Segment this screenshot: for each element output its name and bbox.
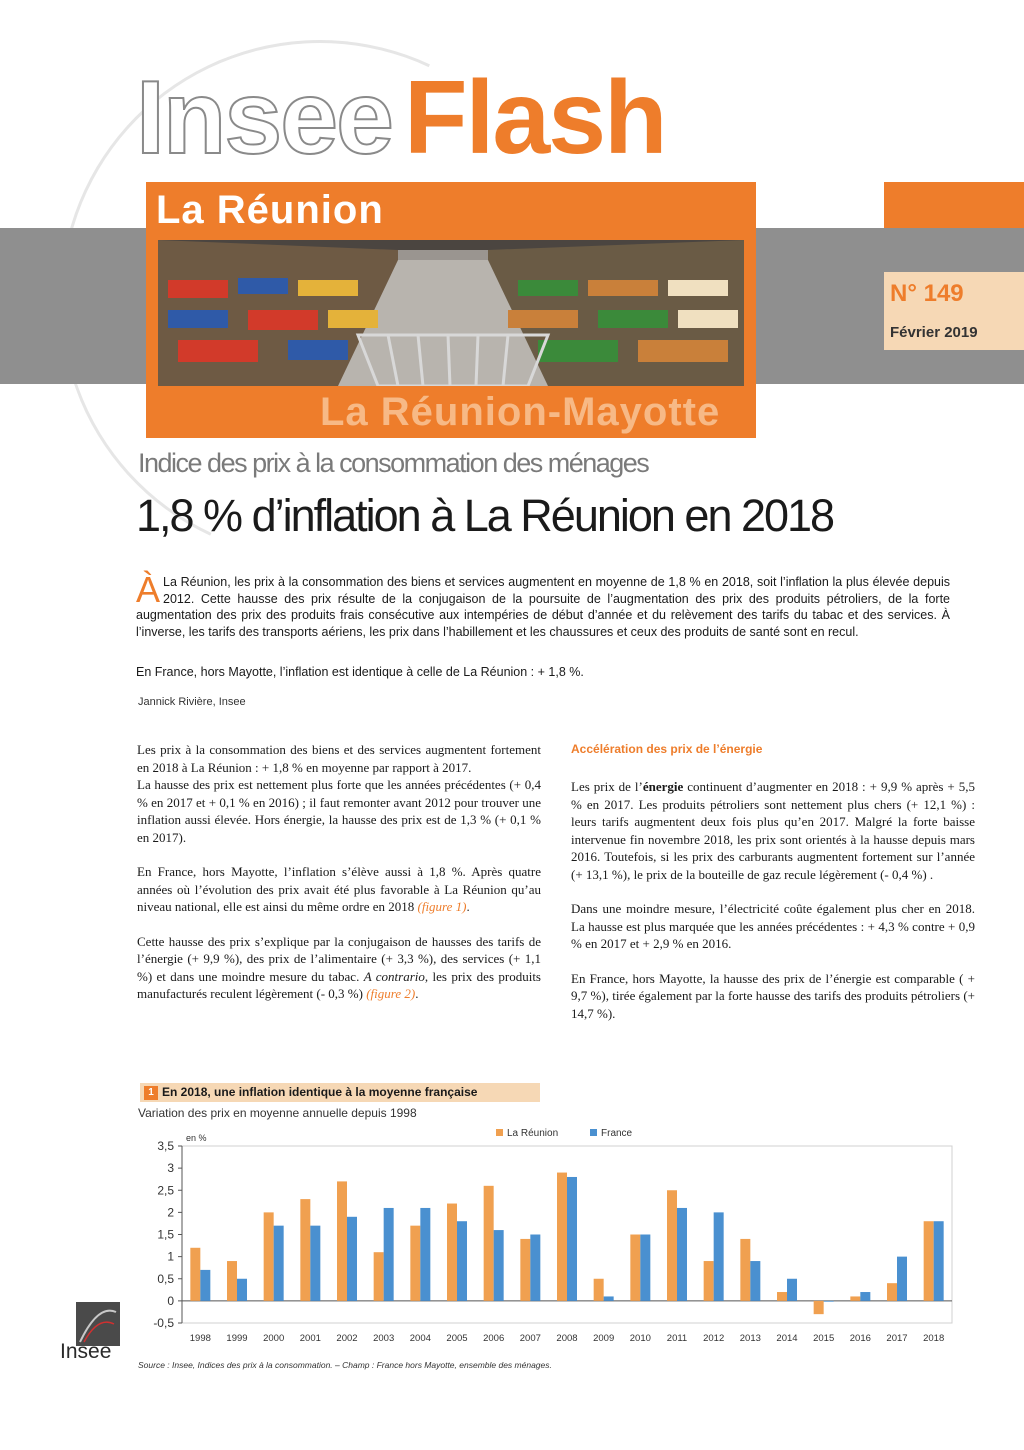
sub-region-label: La Réunion-Mayotte	[320, 390, 721, 434]
bar-france-2003	[384, 1208, 394, 1301]
x-tick-label: 2004	[409, 1333, 431, 1344]
figure-title-text: En 2018, une inflation identique à la moyenne française	[162, 1085, 478, 1099]
bar-france-2011	[677, 1208, 687, 1301]
bar-reunion-1998	[190, 1248, 200, 1301]
figure-1-link[interactable]: (figure 1)	[417, 899, 467, 914]
headline: 1,8 % d’inflation à La Réunion en 2018	[136, 490, 834, 541]
section-heading-energy: Accélération des prix de l’énergie	[571, 742, 763, 756]
bar-france-2001	[310, 1226, 320, 1301]
left-paragraph-1: Les prix à la consommation des biens et des services augmentent fortement en 2018 à La Réunion : + 1,8 % en moyenne par rapport à 2017. La hausse des prix est nettement plus forte que les années précédentes (+ 0,4 % en 2017 et + 0,1 % en 2016) ; il faut remonter avant 2012 pour trouver une inflation aussi élevée. Hors énergie, la hausse des prix est de 1,3 % (+ 0,1 % en 2017).	[137, 742, 541, 845]
bar-reunion-2013	[740, 1239, 750, 1301]
bar-reunion-2001	[300, 1199, 310, 1301]
right-paragraph-2: Dans une moindre mesure, l’électricité coûte également plus cher en 2018. La hausse est plus marquée que les années précédentes : + 4,3 % contre + 0,9 % en 2017 et + 2,9 % en 2016.	[571, 901, 975, 951]
brand-insee: Insee	[136, 60, 392, 176]
legend-swatch	[496, 1129, 503, 1136]
bar-reunion-2011	[667, 1190, 677, 1301]
x-tick-label: 2003	[373, 1333, 395, 1344]
bar-france-2006	[494, 1230, 504, 1301]
bar-reunion-2005	[447, 1204, 457, 1301]
y-tick-label: 1	[167, 1249, 174, 1264]
bar-reunion-2004	[410, 1226, 420, 1301]
right-paragraph-1: Les prix de l’énergie continuent d’augmenter en 2018 : + 9,9 % après + 5,5 % en 2017. Les produits pétroliers sont nettement plus chers (+ 12,1 %) : leurs tarifs augmentent deux fois plus qu’en 2017. Malgré la forte baisse intervenue fin novembre 2018, les prix sont orientés à la hausse depuis mars 2016. Toutefois, si les prix des carburants augmentent fortement sur l’année (+ 13,1 %), le prix de la bouteille de gaz recule légèrement (- 0,4 %) .	[571, 779, 975, 882]
y-tick-label: -0,5	[153, 1316, 174, 1330]
kicker-title: Indice des prix à la consommation des ménages	[138, 448, 649, 478]
x-tick-label: 2012	[703, 1333, 725, 1344]
supermarket-photo	[158, 240, 744, 386]
bar-france-2005	[457, 1221, 467, 1301]
figure-source: Source : Insee, Indices des prix à la consommation. – Champ : France hors Mayotte, ensemble des ménages.	[138, 1360, 552, 1370]
x-tick-label: 2008	[556, 1333, 578, 1344]
x-tick-label: 2013	[739, 1333, 761, 1344]
figure-2-link[interactable]: (figure 2)	[366, 986, 416, 1001]
bar-france-2007	[530, 1235, 540, 1301]
left-paragraph-2: En France, hors Mayotte, l’inflation s’élève aussi à 1,8 %. Après quatre années où l’évolution des prix avait été plus favorable à La Réunion qu’au niveau national, elle est ainsi du même ordre en 2018 (figure 1).	[137, 864, 541, 914]
bar-reunion-2006	[484, 1186, 494, 1301]
x-tick-label: 1999	[226, 1333, 248, 1344]
figure-number: 1	[144, 1086, 158, 1100]
bar-france-2002	[347, 1217, 357, 1301]
lead-paragraph	[136, 569, 950, 640]
x-tick-label: 2002	[336, 1333, 358, 1344]
bar-france-2009	[604, 1296, 614, 1300]
bar-reunion-2000	[264, 1212, 274, 1301]
x-tick-label: 2018	[923, 1333, 945, 1344]
bar-france-2017	[897, 1257, 907, 1301]
bar-reunion-2017	[887, 1283, 897, 1301]
bar-france-1998	[200, 1270, 210, 1301]
bar-france-2014	[787, 1279, 797, 1301]
author: Jannick Rivière, Insee	[138, 696, 246, 708]
bar-france-2016	[860, 1292, 870, 1301]
y-axis-label: en %	[186, 1133, 207, 1143]
x-tick-label: 2009	[593, 1333, 615, 1344]
legend-label: La Réunion	[507, 1128, 559, 1139]
legend-swatch	[590, 1129, 597, 1136]
x-tick-label: 2015	[813, 1333, 835, 1344]
bar-reunion-2012	[704, 1261, 714, 1301]
left-column	[137, 741, 541, 1020]
bar-france-2018	[934, 1221, 944, 1301]
y-tick-label: 1,5	[157, 1227, 174, 1242]
x-tick-label: 2017	[886, 1333, 908, 1344]
y-tick-label: 2	[167, 1205, 174, 1220]
issue-number: N° 149	[890, 280, 964, 307]
x-tick-label: 1998	[189, 1333, 211, 1344]
bar-france-2010	[640, 1235, 650, 1301]
brand-flash: Flash	[403, 60, 666, 176]
figure-subtitle: Variation des prix en moyenne annuelle depuis 1998	[138, 1106, 417, 1120]
left-paragraph-3: Cette hausse des prix s’explique par la conjugaison de hausses des tarifs de l’énergie (+ 9,9 %), des prix de l’alimentaire (+ 3,3 %), des services (+ 1,1 %) et dans une moindre mesure du tabac. A contrario, les prix des produits manufacturés reculent légèrement (- 0,3 %) (figure 2).	[137, 933, 541, 1001]
bar-reunion-2010	[630, 1235, 640, 1301]
bar-reunion-2016	[850, 1296, 860, 1300]
right-column	[571, 778, 975, 1039]
right-paragraph-3: En France, hors Mayotte, la hausse des prix de l’énergie est comparable ( + 9,7 %), tirée également par la forte hausse des tarifs des produits pétroliers (+ 14,7 %).	[571, 970, 975, 1021]
bar-france-2012	[714, 1212, 724, 1301]
bar-france-1999	[237, 1279, 247, 1301]
y-tick-label: 3,5	[157, 1139, 174, 1153]
y-tick-label: 0,5	[157, 1271, 174, 1286]
legend-label: France	[601, 1128, 633, 1139]
y-tick-label: 0	[167, 1293, 174, 1308]
bar-reunion-2009	[594, 1279, 604, 1301]
drop-cap: À	[136, 569, 161, 610]
x-tick-label: 2010	[629, 1333, 651, 1344]
figure-title	[140, 1083, 540, 1102]
bar-reunion-2002	[337, 1181, 347, 1300]
header-orange-tab	[884, 182, 1024, 228]
bar-reunion-1999	[227, 1261, 237, 1301]
bar-reunion-2018	[924, 1221, 934, 1301]
inflation-bar-chart	[140, 1124, 960, 1354]
x-tick-label: 2014	[776, 1333, 798, 1344]
bar-france-2000	[274, 1226, 284, 1301]
bar-reunion-2007	[520, 1239, 530, 1301]
lead-second-line: En France, hors Mayotte, l’inflation est identique à celle de La Réunion : + 1,8 %.	[136, 665, 584, 679]
x-tick-label: 2005	[446, 1333, 468, 1344]
bar-france-2015	[824, 1301, 834, 1302]
y-tick-label: 3	[167, 1161, 174, 1176]
bar-reunion-2003	[374, 1252, 384, 1301]
bar-france-2013	[750, 1261, 760, 1301]
x-tick-label: 2011	[666, 1333, 688, 1344]
x-tick-label: 2006	[483, 1333, 505, 1344]
insee-logo-text: Insee	[60, 1340, 112, 1363]
issue-date: Février 2019	[890, 324, 978, 341]
x-tick-label: 2016	[849, 1333, 871, 1344]
bar-reunion-2008	[557, 1173, 567, 1301]
bar-france-2008	[567, 1177, 577, 1301]
region-label: La Réunion	[156, 188, 384, 232]
bar-reunion-2015	[814, 1301, 824, 1314]
x-tick-label: 2001	[299, 1333, 321, 1344]
y-tick-label: 2,5	[157, 1183, 174, 1198]
bar-reunion-2014	[777, 1292, 787, 1301]
x-tick-label: 2000	[263, 1333, 285, 1344]
bar-france-2004	[420, 1208, 430, 1301]
brand-title	[136, 60, 666, 176]
lead-text: La Réunion, les prix à la consommation des biens et services augmentent en moyenne de 1,8 % en 2018, soit l’inflation la plus élevée depuis 2012. Cette hausse des prix résulte de la conjugaison de la poursuite de l’augmentation des prix des produits pétroliers, de la forte augmentation des prix des produits frais consécutive aux intempéries de début d’année et du relèvement des tarifs du tabac et des services. À l’inverse, les tarifs des transports aériens, les prix dans l’habillement et les chaussures et ceux des produits de santé sont en recul.	[136, 575, 950, 639]
x-tick-label: 2007	[519, 1333, 541, 1344]
